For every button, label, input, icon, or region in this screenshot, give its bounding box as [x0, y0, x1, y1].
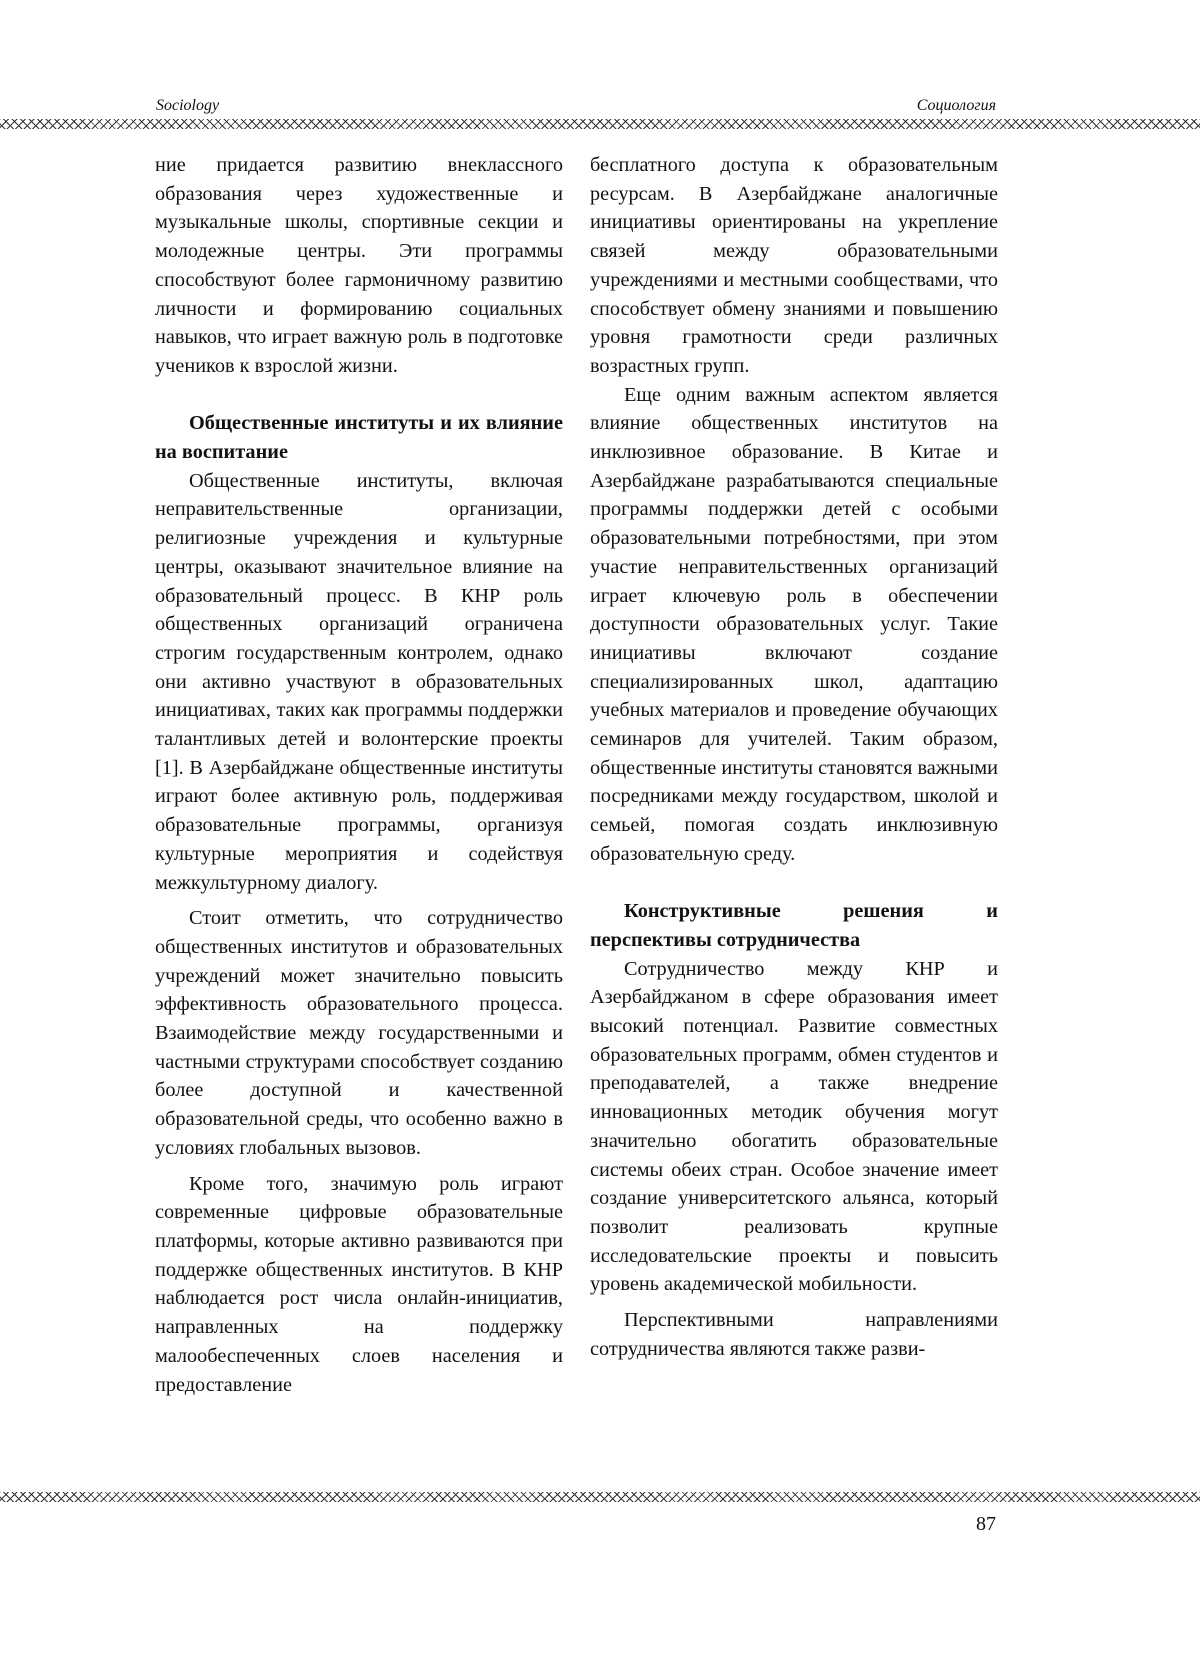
header-journal-ru: Социология [916, 97, 996, 114]
right-column [590, 151, 998, 1364]
left-column [155, 151, 563, 1399]
paragraph-continued: ние придается развитию внеклассного образования через художественные и музыкальные школы, спортивные секции и молодежные центры. Эти программы способствуют более гармоничному развитию личности и формированию социальных навыков, что играет важную роль в подготовке учеников к взрослой жизни. [155, 154, 563, 377]
bottom-ornament-border [0, 1492, 1200, 1502]
paragraph-continued: бесплатного доступа к образовательным ресурсам. В Азербайджане аналогичные инициативы ориентированы на укрепление связей между образовательными учреждениями и местными сообществами, что способствует обмену знаниями и повышению уровня грамотности среди различных возрастных групп. [590, 154, 998, 377]
paragraph: Общественные институты, включая неправительственные организации, религиозные учреждения и культурные центры, оказывают значительное влияние на образовательный процесс. В КНР роль общественных организаций ограничена строгим государственным контролем, однако они активно участвуют в образовательных инициативах, таких как программы поддержки талантливых детей и волонтерские проекты [1]. В Азербайджане общественные институты играют более активную роль, поддерживая образовательные программы, организуя культурные мероприятия и содействуя межкультурному диалогу. [155, 469, 563, 894]
paragraph: Перспективными направлениями сотрудничества являются также разви- [590, 1309, 998, 1360]
paragraph: Еще одним важным аспектом является влияние общественных институтов на инклюзивное образование. В Китае и Азербайджане разрабатываются специальные программы поддержки детей с особыми образовательными потребностями, при этом участие неправительственных организаций играет ключевую роль в обеспечении доступности образовательных услуг. Такие инициативы включают создание специализированных школ, адаптацию учебных материалов и проведение обучающих семинаров для учителей. Таким образом, общественные институты становятся важными посредниками между государством, школой и семьей, помогая создать инклюзивную образовательную среду. [590, 383, 998, 865]
running-header [156, 96, 996, 116]
page-number: 87 [976, 1513, 996, 1535]
paragraph: Стоит отметить, что сотрудничество общественных институтов и образовательных учреждений может значительно повысить эффективность образовательного процесса. Взаимодействие между государственными и частными структурами способствует созданию более доступной и качественной образовательной среды, что особенно важно в условиях глобальных вызовов. [155, 907, 563, 1159]
top-ornament-border [0, 119, 1200, 129]
header-journal-en: Sociology [156, 97, 220, 114]
section-heading: Общественные институты и их влияние на воспитание [155, 412, 563, 464]
paragraph: Кроме того, значимую роль играют современные цифровые образовательные платформы, которые активно развиваются при поддержке общественных институтов. В КНР наблюдается рост числа онлайн-инициатив, направленных на поддержку малообеспеченных слоев населения и предоставление [155, 1172, 563, 1396]
paragraph: Сотрудничество между КНР и Азербайджаном в сфере образования имеет высокий потенциал. Развитие совместных образовательных программ, обмен студентов и преподавателей, а также внедрение инновационных методик обучения могут значительно обогатить образовательные системы обеих стран. Особое значение имеет создание университетского альянса, который позволит реализовать крупные исследовательские проекты и повысить уровень академической мобильности. [590, 957, 998, 1296]
section-heading: Конструктивные решения и перспективы сотрудничества [590, 900, 998, 951]
